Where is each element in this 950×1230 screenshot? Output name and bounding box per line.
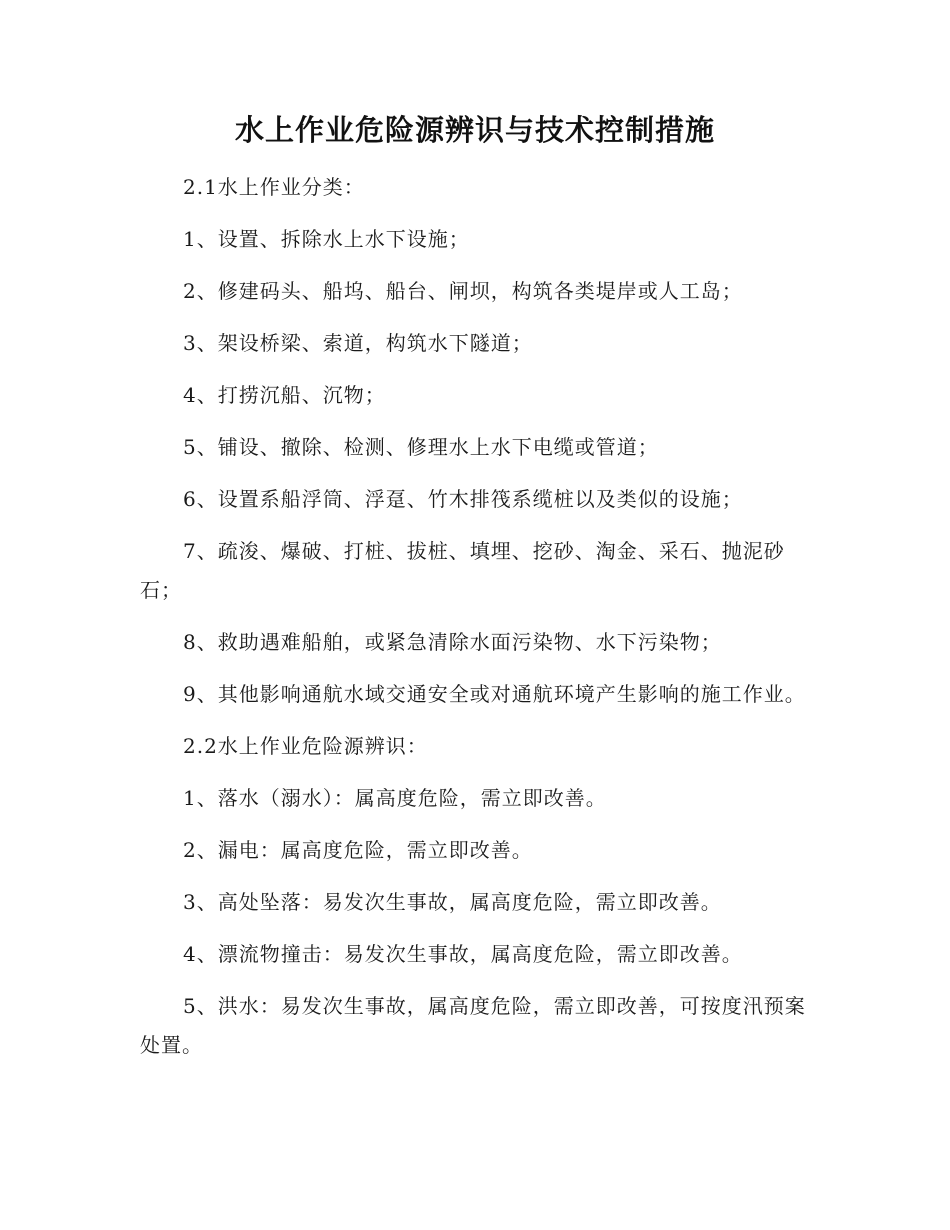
document-body	[140, 168, 808, 1078]
hazard-item: 5、洪水：易发次生事故，属高度危险，需立即改善，可按度汛预案处置。	[140, 994, 806, 1057]
list-item: 6、设置系船浮筒、浮趸、竹木排筏系缆桩以及类似的设施；	[183, 487, 743, 511]
section-heading-2-1: 2.1水上作业分类：	[183, 175, 365, 199]
list-item: 1、设置、拆除水上水下设施；	[183, 227, 470, 251]
hazard-item: 2、漏电：属高度危险，需立即改善。	[183, 838, 533, 862]
list-item: 9、其他影响通航水域交通安全或对通航环境产生影响的施工作业。	[183, 682, 806, 706]
list-item: 3、架设桥梁、索道，构筑水下隧道；	[183, 331, 533, 355]
list-item: 2、修建码头、船坞、船台、闸坝，构筑各类堤岸或人工岛；	[183, 279, 743, 303]
list-item: 5、铺设、撤除、检测、修理水上水下电缆或管道；	[183, 435, 659, 459]
hazard-item: 4、漂流物撞击：易发次生事故，属高度危险，需立即改善。	[183, 942, 743, 966]
list-item: 7、疏浚、爆破、打桩、拔桩、填埋、挖砂、淘金、采石、抛泥砂石；	[140, 539, 785, 602]
section-heading-2-2: 2.2水上作业危险源辨识：	[183, 734, 428, 758]
document-title: 水上作业危险源辨识与技术控制措施	[234, 113, 715, 147]
hazard-item: 1、落水（溺水）：属高度危险，需立即改善。	[183, 786, 607, 810]
list-item: 4、打捞沉船、沉物；	[183, 383, 386, 407]
hazard-item: 3、高处坠落：易发次生事故，属高度危险，需立即改善。	[183, 890, 722, 914]
list-item: 8、救助遇难船舶，或紧急清除水面污染物、水下污染物；	[183, 630, 722, 654]
